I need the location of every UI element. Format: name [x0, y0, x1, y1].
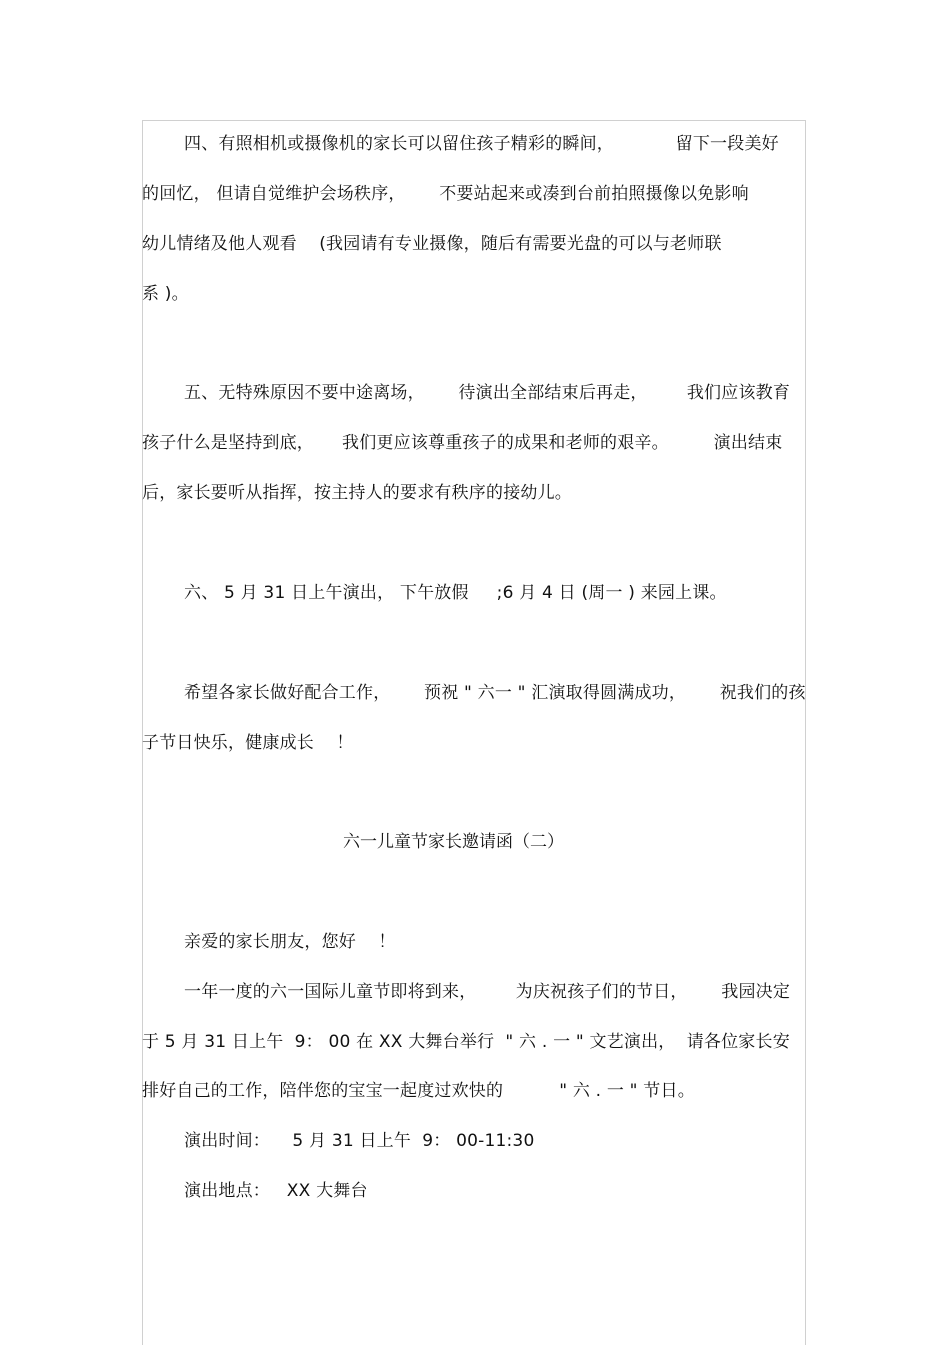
invitation-2-title: 六一儿童节家长邀请函（二）	[343, 832, 564, 852]
section-6-line-1: 六、 5 月 31 日上午演出， 下午放假 ;6 月 4 日 (周一 ) 来园上课。	[184, 583, 727, 603]
letter-2-p1-line-3: 排好自己的工作，陪伴您的宝宝一起度过欢快的 " 六 . 一 " 节日。	[142, 1081, 695, 1101]
letter-2-greeting: 亲爱的家长朋友，您好 ！	[184, 932, 396, 952]
performance-time: 演出时间： 5 月 31 日上午 9： 00-11:30	[184, 1131, 535, 1151]
letter-2-p1-line-1: 一年一度的六一国际儿童节即将到来， 为庆祝孩子们的节日， 我园决定	[184, 982, 791, 1002]
closing-line-2: 子节日快乐，健康成长 ！	[142, 733, 354, 753]
section-4-line-4: 系 )。	[142, 284, 189, 304]
letter-2-p1-line-2: 于 5 月 31 日上午 9： 00 在 XX 大舞台举行 " 六 . 一 " 文艺演出， 请各位家长安	[142, 1032, 790, 1052]
section-4-line-2: 的回忆， 但请自觉维护会场秩序， 不要站起来或凑到台前拍照摄像以免影响	[142, 184, 749, 204]
section-5-line-3: 后，家长要听从指挥，按主持人的要求有秩序的接幼儿。	[142, 483, 572, 503]
performance-place: 演出地点： XX 大舞台	[184, 1181, 368, 1201]
section-4-line-3: 幼儿情绪及他人观看 (我园请有专业摄像，随后有需要光盘的可以与老师联	[142, 234, 722, 254]
section-5-line-2: 孩子什么是坚持到底， 我们更应该尊重孩子的成果和老师的艰辛。 演出结束	[142, 433, 783, 453]
closing-line-1: 希望各家长做好配合工作， 预祝 " 六一 " 汇演取得圆满成功， 祝我们的孩	[184, 683, 806, 703]
section-4-line-1: 四、有照相机或摄像机的家长可以留住孩子精彩的瞬间， 留下一段美好	[184, 134, 779, 154]
section-5-line-1: 五、无特殊原因不要中途离场， 待演出全部结束后再走， 我们应该教育	[184, 383, 791, 403]
